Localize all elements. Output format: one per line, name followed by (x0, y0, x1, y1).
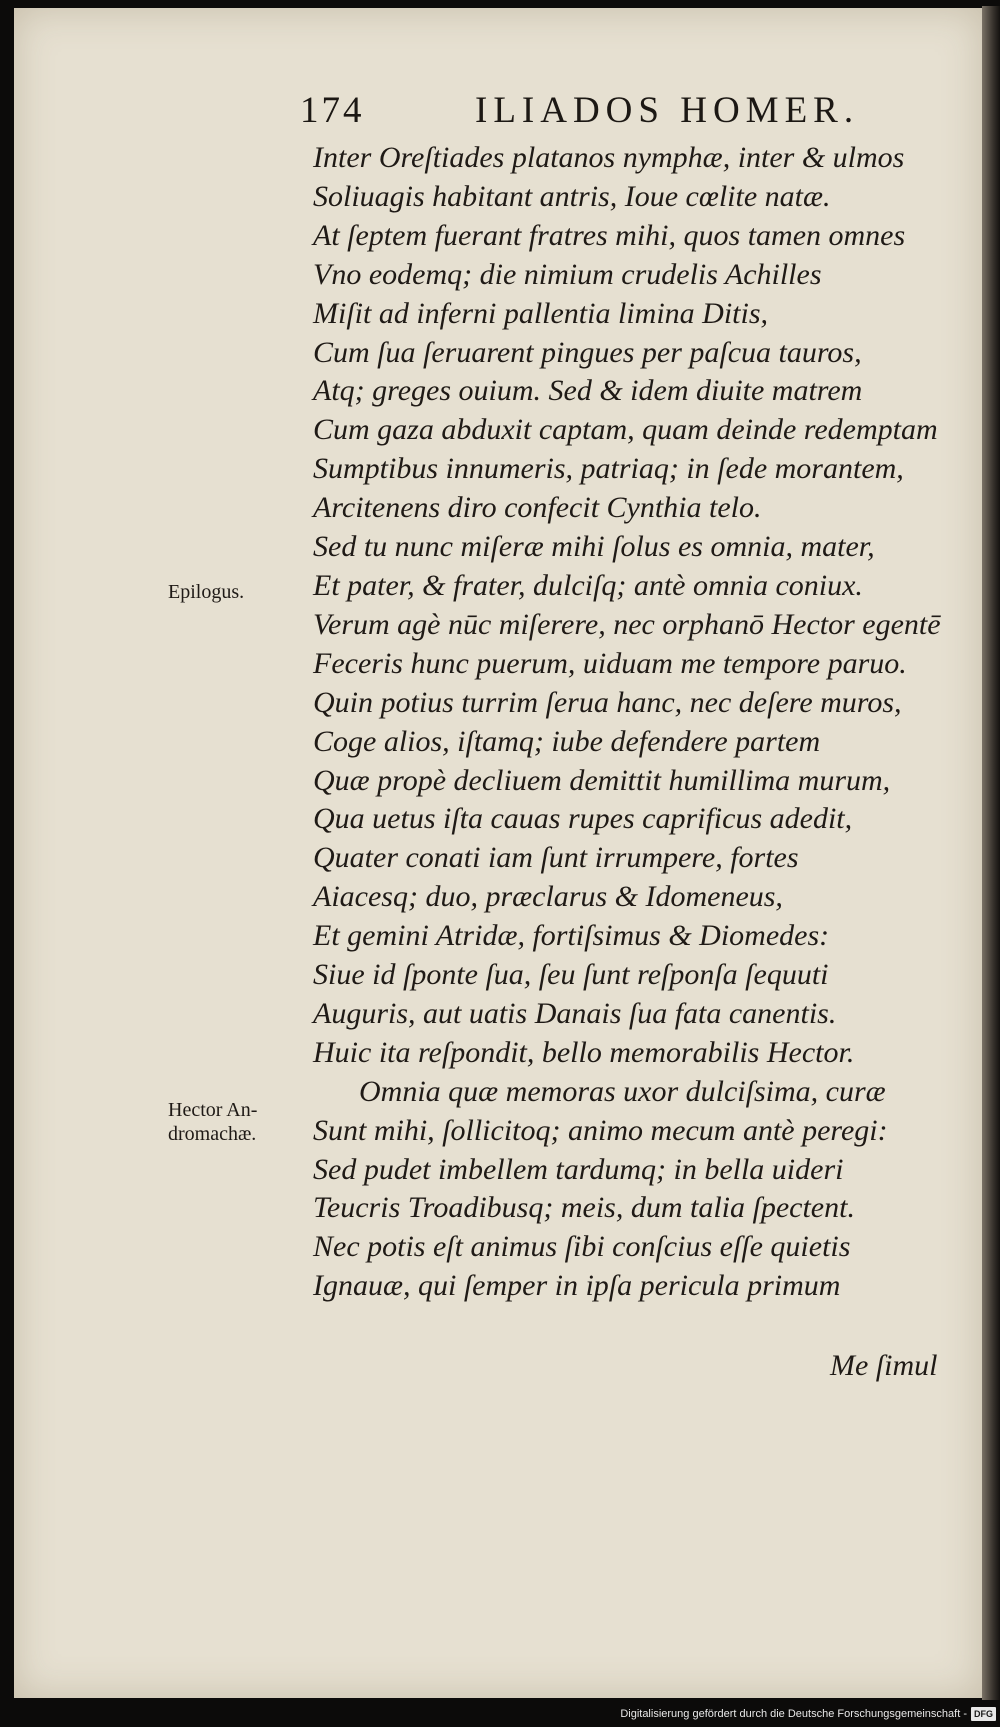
verse-line: Quater conati iam ſunt irrumpere, fortes (313, 841, 799, 875)
verse-line: Sed tu nunc miſeræ mihi ſolus es omnia, mater, (313, 530, 875, 564)
verse-line: Qua uetus iſta cauas rupes caprificus adedit, (313, 802, 853, 836)
verse-line: Nec potis eſt animus ſibi conſcius eſſe quietis (313, 1230, 851, 1264)
verse-line: Feceris hunc puerum, uiduam me tempore paruo. (313, 646, 907, 680)
digitization-credit (620, 1704, 996, 1724)
margin-note-line: Hector An- (168, 1099, 258, 1121)
running-title: ILIADOS HOMER. (475, 90, 860, 131)
verse-line: Quin potius turrim ſerua hanc, nec deſere muros, (313, 685, 902, 719)
verse-line: At ſeptem fuerant fratres mihi, quos tamen omnes (313, 218, 906, 252)
verse-line: Aiacesq; duo, præclarus & Idomeneus, (313, 880, 783, 914)
verse-line: Et pater, & frater, dulciſq; antè omnia coniux. (313, 568, 863, 602)
verse-line: Siue id ſponte ſua, ſeu ſunt reſponſa ſequuti (313, 958, 829, 992)
verse-line: Miſit ad inferni pallentia limina Ditis, (313, 296, 768, 330)
verse-line: Coge alios, iſtamq; iube defendere partem (313, 724, 821, 758)
verse-line: Omnia quæ memoras uxor dulciſsima, curæ (359, 1074, 886, 1108)
verse-line: Ignauæ, qui ſemper in ipſa pericula primum (313, 1269, 841, 1303)
verse-line: Huic ita reſpondit, bello memorabilis Hector. (313, 1035, 855, 1069)
page-header (300, 86, 940, 136)
margin-note-line: Epilogus. (168, 581, 245, 603)
verse-line: Sunt mihi, ſollicitoq; animo mecum antè peregi: (313, 1113, 888, 1147)
dfg-logo: DFG (971, 1707, 996, 1721)
verse-line: Inter Oreſtiades platanos nymphæ, inter & ulmos (313, 141, 905, 174)
verse-line: Quæ propè decliuem demittit humillima murum, (313, 763, 891, 797)
verse-line: Arcitenens diro confecit Cynthia telo. (313, 491, 762, 525)
verse-line: Cum gaza abduxit captam, quam deinde redemptam (313, 413, 938, 447)
verse-line: Cum ſua ſeruarent pingues per paſcua tauros, (313, 335, 862, 369)
margin-note-epilogus (168, 580, 244, 604)
verse-text (313, 139, 953, 1306)
verse-line: Sumptibus innumeris, patriaq; in ſede morantem, (313, 452, 904, 486)
verse-line: Atq; greges ouium. Sed & idem diuite matrem (313, 374, 863, 408)
credit-text: Digitalisierung gefördert durch die Deutsche Forschungsgemeinschaft - (620, 1708, 967, 1720)
verse-line: Soliuagis habitant antris, Ioue cœlite natæ. (313, 179, 831, 213)
verse-line: Verum agè nūc miſerere, nec orphanō Hector egentē (313, 607, 941, 641)
catchword: Me ſimul (830, 1349, 938, 1382)
verse-line: Et gemini Atridæ, fortiſsimus & Diomedes: (313, 919, 830, 953)
margin-note-line: dromachæ. (168, 1123, 257, 1145)
page-number: 174 (300, 90, 365, 131)
verse-line: Vno eodemq; die nimium crudelis Achilles (313, 257, 822, 291)
page-edge (982, 6, 1000, 1700)
verse-line: Auguris, aut uatis Danais ſua fata canentis. (313, 996, 837, 1030)
margin-note-hector-andromachae (168, 1098, 257, 1146)
verse-line: Sed pudet imbellem tardumq; in bella uideri (313, 1152, 844, 1186)
verse-line: Teucris Troadibusq; meis, dum talia ſpectent. (313, 1191, 855, 1225)
